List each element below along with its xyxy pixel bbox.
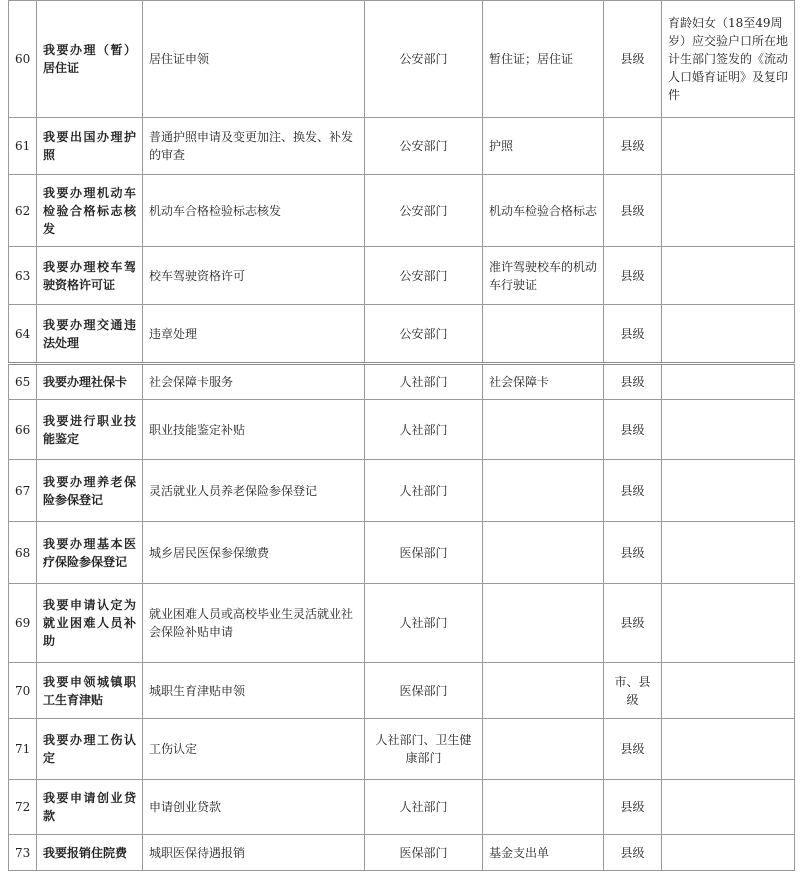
row-number: 60	[9, 1, 37, 118]
service-name: 我要出国办理护照	[37, 118, 143, 175]
certificate	[483, 719, 604, 780]
service-table	[8, 0, 795, 871]
note: 育龄妇女（18至49周岁）应交验户口所在地计生部门签发的《流动人口婚育证明》及复印件	[662, 1, 795, 118]
department: 公安部门	[365, 305, 483, 364]
table-row	[9, 663, 795, 719]
table-row	[9, 1, 795, 118]
level: 县级	[604, 1, 662, 118]
service-name: 我要办理社保卡	[37, 364, 143, 400]
certificate: 准许驾驶校车的机动车行驶证	[483, 247, 604, 305]
note	[662, 247, 795, 305]
service-name: 我要办理机动车检验合格标志核发	[37, 175, 143, 247]
row-number: 67	[9, 460, 37, 522]
note	[662, 400, 795, 460]
row-number: 68	[9, 522, 37, 584]
row-number: 69	[9, 584, 37, 663]
level: 县级	[604, 522, 662, 584]
service-name: 我要进行职业技能鉴定	[37, 400, 143, 460]
level: 县级	[604, 400, 662, 460]
certificate	[483, 780, 604, 835]
service-name: 我要申请创业贷款	[37, 780, 143, 835]
service-item: 城职生育津贴申领	[143, 663, 365, 719]
row-number: 63	[9, 247, 37, 305]
department: 公安部门	[365, 1, 483, 118]
department: 人社部门、卫生健康部门	[365, 719, 483, 780]
certificate	[483, 460, 604, 522]
row-number: 73	[9, 835, 37, 871]
service-item: 职业技能鉴定补贴	[143, 400, 365, 460]
department: 医保部门	[365, 663, 483, 719]
row-number: 65	[9, 364, 37, 400]
department: 公安部门	[365, 247, 483, 305]
level: 县级	[604, 780, 662, 835]
level: 县级	[604, 118, 662, 175]
table-row	[9, 305, 795, 364]
service-item: 城职医保待遇报销	[143, 835, 365, 871]
service-item: 工伤认定	[143, 719, 365, 780]
certificate: 机动车检验合格标志	[483, 175, 604, 247]
note	[662, 305, 795, 364]
level: 县级	[604, 719, 662, 780]
service-name: 我要办理基本医疗保险参保登记	[37, 522, 143, 584]
level: 市、县级	[604, 663, 662, 719]
service-item: 居住证申领	[143, 1, 365, 118]
certificate: 基金支出单	[483, 835, 604, 871]
note	[662, 584, 795, 663]
table-row	[9, 835, 795, 871]
note	[662, 460, 795, 522]
note	[662, 522, 795, 584]
department: 医保部门	[365, 835, 483, 871]
service-name: 我要办理校车驾驶资格许可证	[37, 247, 143, 305]
row-number: 66	[9, 400, 37, 460]
table-row	[9, 584, 795, 663]
service-item: 违章处理	[143, 305, 365, 364]
department: 公安部门	[365, 175, 483, 247]
note	[662, 780, 795, 835]
note	[662, 663, 795, 719]
level: 县级	[604, 584, 662, 663]
certificate	[483, 400, 604, 460]
table-row	[9, 247, 795, 305]
service-name: 我要报销住院费	[37, 835, 143, 871]
level: 县级	[604, 835, 662, 871]
note	[662, 175, 795, 247]
table-row	[9, 460, 795, 522]
level: 县级	[604, 175, 662, 247]
service-name: 我要申请认定为就业困难人员补助	[37, 584, 143, 663]
certificate	[483, 522, 604, 584]
service-name: 我要办理工伤认定	[37, 719, 143, 780]
service-item: 机动车合格检验标志核发	[143, 175, 365, 247]
table-row	[9, 400, 795, 460]
service-item: 申请创业贷款	[143, 780, 365, 835]
note	[662, 719, 795, 780]
level: 县级	[604, 364, 662, 400]
row-number: 62	[9, 175, 37, 247]
level: 县级	[604, 247, 662, 305]
service-item: 灵活就业人员养老保险参保登记	[143, 460, 365, 522]
certificate: 社会保障卡	[483, 364, 604, 400]
row-number: 71	[9, 719, 37, 780]
row-number: 70	[9, 663, 37, 719]
note	[662, 364, 795, 400]
service-item: 城乡居民医保参保缴费	[143, 522, 365, 584]
service-name: 我要办理交通违法处理	[37, 305, 143, 364]
table-row	[9, 522, 795, 584]
department: 人社部门	[365, 460, 483, 522]
department: 公安部门	[365, 118, 483, 175]
department: 人社部门	[365, 364, 483, 400]
service-item: 普通护照申请及变更加注、换发、补发的审查	[143, 118, 365, 175]
department: 人社部门	[365, 780, 483, 835]
level: 县级	[604, 305, 662, 364]
service-item: 社会保障卡服务	[143, 364, 365, 400]
department: 人社部门	[365, 400, 483, 460]
certificate	[483, 663, 604, 719]
row-number: 64	[9, 305, 37, 364]
certificate: 护照	[483, 118, 604, 175]
row-number: 61	[9, 118, 37, 175]
certificate	[483, 584, 604, 663]
certificate	[483, 305, 604, 364]
table-row	[9, 719, 795, 780]
service-item: 就业困难人员或高校毕业生灵活就业社会保险补贴申请	[143, 584, 365, 663]
level: 县级	[604, 460, 662, 522]
department: 人社部门	[365, 584, 483, 663]
table-row	[9, 364, 795, 400]
note	[662, 118, 795, 175]
table-row	[9, 118, 795, 175]
table-row	[9, 780, 795, 835]
service-item: 校车驾驶资格许可	[143, 247, 365, 305]
certificate: 暂住证；居住证	[483, 1, 604, 118]
service-name: 我要办理养老保险参保登记	[37, 460, 143, 522]
note	[662, 835, 795, 871]
row-number: 72	[9, 780, 37, 835]
department: 医保部门	[365, 522, 483, 584]
service-name: 我要办理（暂）居住证	[37, 1, 143, 118]
table-row	[9, 175, 795, 247]
service-name: 我要申领城镇职工生育津贴	[37, 663, 143, 719]
